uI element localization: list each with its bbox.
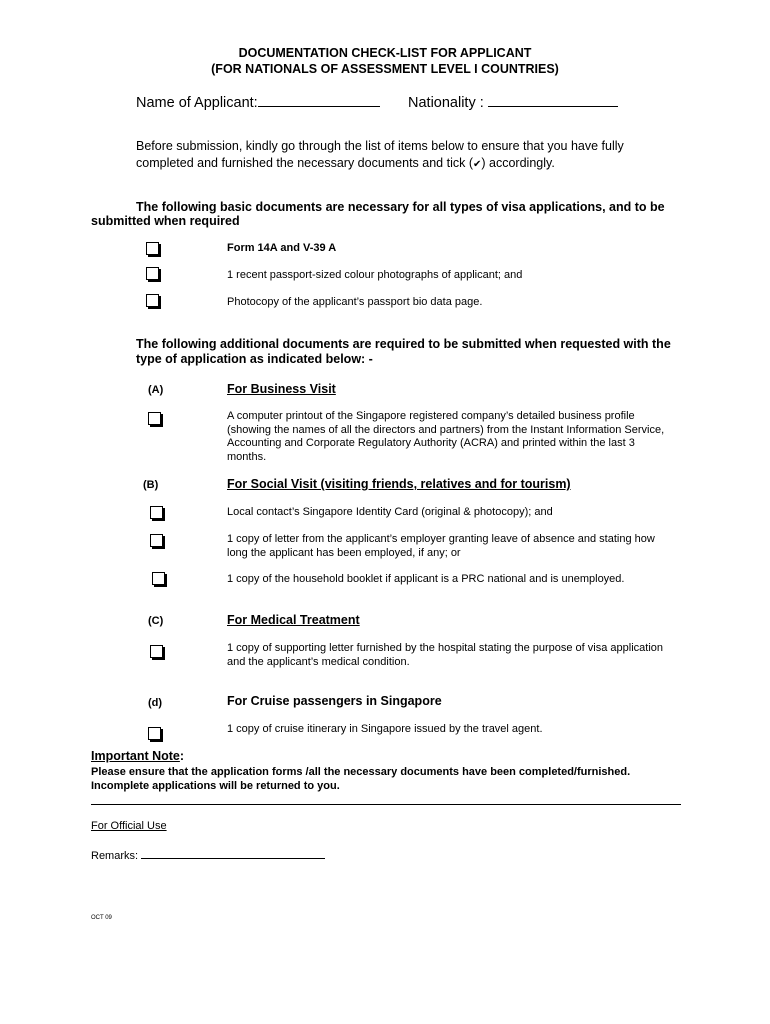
section-d-item: 1 copy of cruise itinerary in Singapore issued by the travel agent. [227, 723, 543, 735]
checkbox-employer-letter[interactable] [150, 534, 163, 547]
section-c-label: (C) [148, 615, 164, 627]
section-b-item-3: 1 copy of the household booklet if applicant is a PRC national and is unemployed. [227, 573, 625, 585]
checkbox-business-profile[interactable] [148, 412, 161, 425]
basic-item-form: Form 14A and V-39 A [227, 242, 337, 254]
checkbox-hospital-letter[interactable] [150, 645, 163, 658]
applicant-name-field[interactable] [258, 93, 380, 107]
checkbox-identity-card[interactable] [150, 506, 163, 519]
section-b-item-2: 1 copy of letter from the applicant’s employer granting leave of absence and stating how long the applicant has been employed, if any; or [227, 533, 655, 559]
checkbox-photographs[interactable] [146, 267, 159, 280]
remarks-field[interactable] [141, 847, 325, 859]
tick-icon: ✔ [473, 159, 482, 170]
nationality-row [408, 93, 618, 111]
checkbox-passport-copy[interactable] [146, 294, 159, 307]
intro-text [136, 138, 746, 173]
important-note-heading: Important Note: [91, 749, 185, 763]
basic-heading-line-2: submitted when required [91, 214, 240, 228]
section-b-item-1: Local contact’s Singapore Identity Card (original & photocopy); and [227, 506, 553, 518]
section-divider [91, 804, 681, 805]
checkbox-cruise-itinerary[interactable] [148, 727, 161, 740]
title-line-2: (FOR NATIONALS OF ASSESSMENT LEVEL I COUNTRIES) [211, 62, 559, 76]
basic-heading-line-1: The following basic documents are necessary for all types of visa applications, and to be [136, 200, 665, 214]
title-line-1: DOCUMENTATION CHECK-LIST FOR APPLICANT [238, 46, 532, 60]
additional-heading-line-1: The following additional documents are required to be submitted when requested with the [136, 337, 671, 351]
nationality-label: Nationality : [408, 95, 484, 111]
footer-code: OCT 09 [91, 915, 112, 921]
section-b-label: (B) [143, 479, 159, 491]
remarks-label: Remarks: [91, 850, 139, 862]
important-note-text: Please ensure that the application forms /all the necessary documents have been completed/furnished. Incomplete applications will be returned to you. [91, 766, 631, 792]
applicant-name-label: Name of Applicant: [136, 95, 258, 111]
section-b-heading: For Social Visit (visiting friends, relatives and for tourism) [227, 477, 571, 491]
section-a-label: (A) [148, 384, 164, 396]
section-d-heading: For Cruise passengers in Singapore [227, 694, 442, 708]
intro-line-2: completed and furnished the necessary documents and tick (✔) accordingly. [136, 156, 555, 170]
checkbox-form-14a[interactable] [146, 242, 159, 255]
section-a-heading: For Business Visit [227, 382, 336, 396]
section-c-item: 1 copy of supporting letter furnished by the hospital stating the purpose of visa application and the applicant’s medical condition. [227, 642, 663, 668]
checkbox-household-booklet[interactable] [152, 572, 165, 585]
nationality-field[interactable] [488, 93, 618, 107]
section-d-label: (d) [148, 697, 163, 709]
section-c-heading: For Medical Treatment [227, 613, 360, 627]
section-a-item: A computer printout of the Singapore registered company’s detailed business profile (showing the names of all the directors and partners) from the Instant Information Service, Accounting and Corporate Regulatory Authority (ACRA) and printed within the last 3 months. [227, 410, 665, 463]
basic-item-passport: Photocopy of the applicant’s passport bio data page. [227, 296, 483, 308]
basic-item-photo: 1 recent passport-sized colour photographs of applicant; and [227, 269, 523, 281]
additional-heading-line-2: type of application as indicated below: - [136, 352, 373, 366]
intro-line-1: Before submission, kindly go through the list of items below to ensure that you have fully [136, 139, 624, 153]
applicant-name-row [136, 93, 380, 111]
official-use-label: For Official Use [91, 820, 167, 832]
remarks-row [91, 847, 325, 862]
